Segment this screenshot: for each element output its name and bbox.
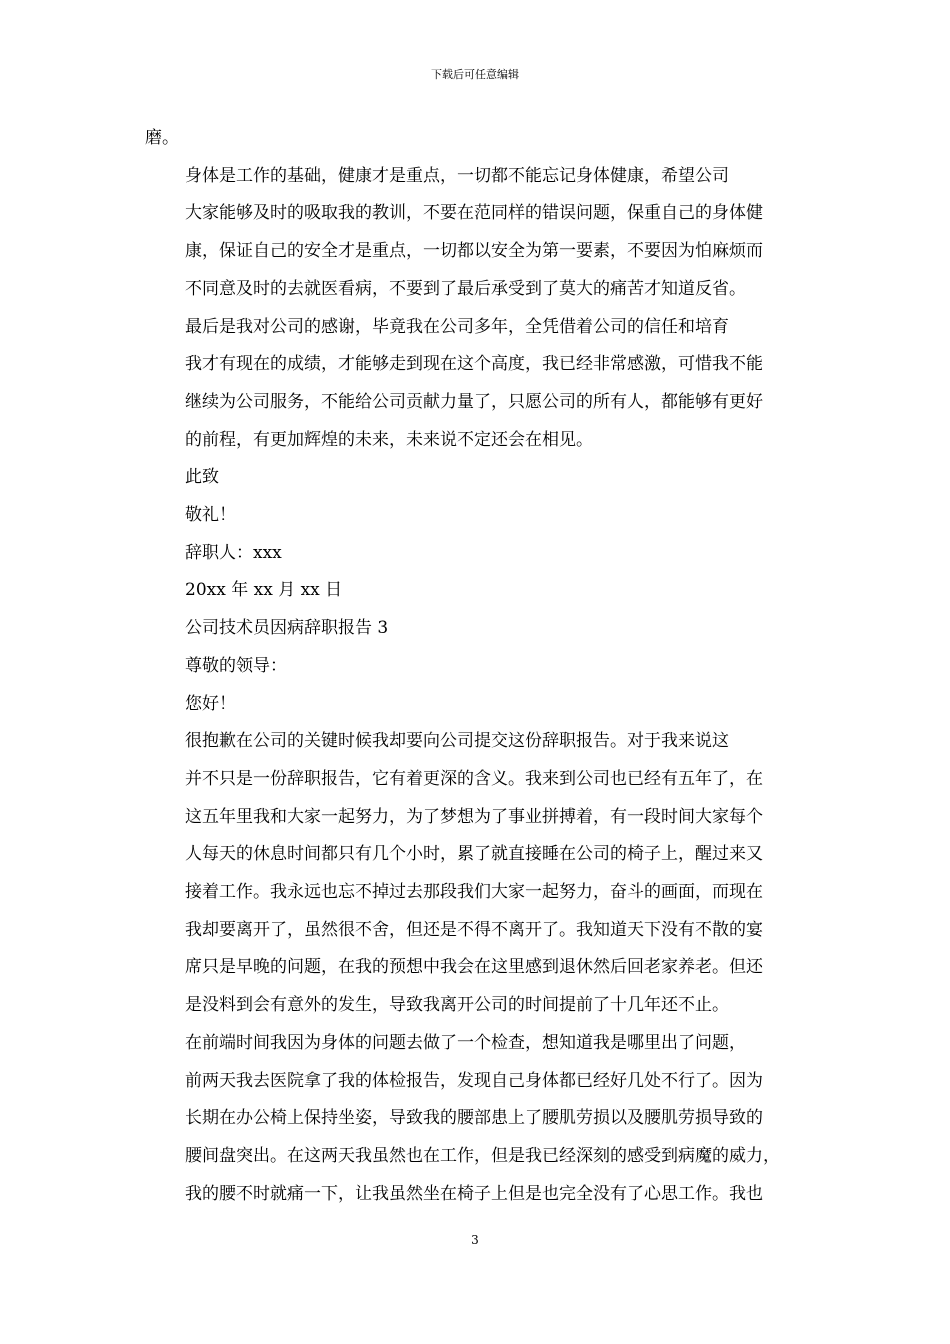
text-line: 我的腰不时就痛一下，让我虽然坐在椅子上但是也完全没有了心思工作。我也 (185, 1183, 763, 1204)
text-line: 磨。 (145, 128, 179, 148)
text-line: 是没料到会有意外的发生，导致我离开公司的时间提前了十几年还不止。 (185, 995, 729, 1016)
text-line: 此致 (185, 467, 219, 488)
paragraph-thanks (145, 309, 810, 460)
text-line: 人每天的休息时间都只有几个小时，累了就直接睡在公司的椅子上，醒过来又 (185, 844, 763, 865)
text-line: 并不只是一份辞职报告，它有着更深的含义。我来到公司也已经有五年了，在 (185, 768, 763, 789)
paragraph-checkup (145, 1025, 810, 1214)
text-line: 前两天我去医院拿了我的体检报告，发现自己身体都已经好几处不行了。因为 (185, 1070, 763, 1091)
document-body (145, 120, 810, 1213)
text-line: 很抱歉在公司的关键时候我却要向公司提交这份辞职报告。对于我来说这 (185, 731, 729, 752)
closing-salutation (145, 459, 810, 497)
page-number: 3 (471, 1233, 479, 1247)
text-line: 我才有现在的成绩，才能够走到现在这个高度，我已经非常感激，可惜我不能 (185, 354, 763, 375)
paragraph-health (145, 158, 810, 309)
text-line: 敬礼！ (185, 505, 236, 526)
text-line: 身体是工作的基础，健康才是重点，一切都不能忘记身体健康，希望公司 (185, 165, 729, 186)
text-line: 尊敬的领导： (185, 655, 287, 676)
text-line: 辞职人：xxx (185, 542, 282, 563)
text-line: 接着工作。我永远也忘不掉过去那段我们大家一起努力，奋斗的画面，而现在 (185, 882, 763, 903)
paragraph-continuation (145, 120, 810, 158)
letter-greeting (145, 648, 810, 686)
closing-regards (145, 497, 810, 535)
text-line: 这五年里我和大家一起努力，为了梦想为了事业拼搏着，有一段时间大家每个 (185, 806, 763, 827)
text-line: 您好！ (185, 693, 236, 714)
letter-hello (145, 686, 810, 724)
signature-date (145, 572, 810, 610)
text-line: 在前端时间我因为身体的问题去做了一个检查，想知道我是哪里出了问题， (185, 1032, 746, 1053)
text-line: 我却要离开了，虽然很不舍，但还是不得不离开了。我知道天下没有不散的宴 (185, 919, 763, 940)
text-line: 大家能够及时的吸取我的教训，不要在范同样的错误问题，保重自己的身体健 (185, 203, 763, 224)
text-line: 20xx 年 xx 月 xx 日 (185, 580, 343, 601)
section-title (145, 610, 810, 648)
text-line: 的前程，有更加辉煌的未来，未来说不定还会在相见。 (185, 429, 593, 450)
text-line: 不同意及时的去就医看病，不要到了最后承受到了莫大的痛苦才知道反省。 (185, 278, 746, 299)
text-line: 继续为公司服务，不能给公司贡献力量了，只愿公司的所有人，都能够有更好 (185, 391, 763, 412)
page-header: 下载后可任意编辑 (431, 68, 519, 81)
signature-name (145, 535, 810, 573)
text-line: 腰间盘突出。在这两天我虽然也在工作，但是我已经深刻的感受到病魔的威力， (185, 1145, 780, 1166)
text-line: 席只是早晚的问题，在我的预想中我会在这里感到退休然后回老家养老。但还 (185, 957, 763, 978)
text-line: 最后是我对公司的感谢，毕竟我在公司多年，全凭借着公司的信任和培育 (185, 316, 729, 337)
text-line: 康，保证自己的安全才是重点，一切都以安全为第一要素，不要因为怕麻烦而 (185, 241, 763, 262)
text-line: 长期在办公椅上保持坐姿，导致我的腰部患上了腰肌劳损以及腰肌劳损导致的 (185, 1108, 763, 1129)
text-line: 公司技术员因病辞职报告 3 (185, 618, 389, 639)
paragraph-apology (145, 723, 810, 1025)
